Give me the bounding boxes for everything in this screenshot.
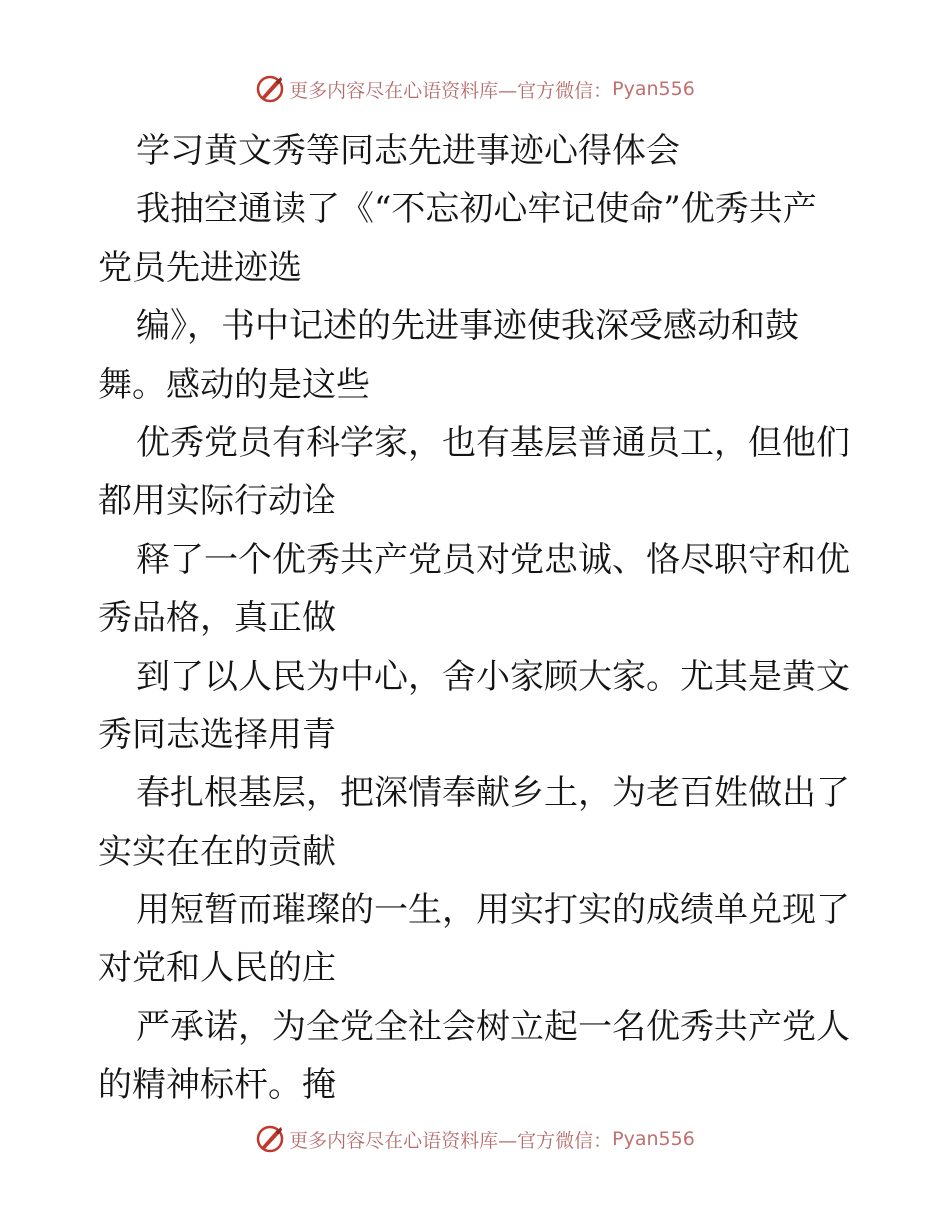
quill-logo-icon xyxy=(255,1124,285,1154)
watermark-wechat-id: Pyan556 xyxy=(612,1128,695,1150)
header-watermark xyxy=(0,74,950,104)
watermark-text: 更多内容尽在心语资料库—官方微信： xyxy=(289,1129,613,1152)
text-line: 到了以人民为中心，舍小家顾大家。尤其是黄文 xyxy=(136,656,850,697)
document-paragraph xyxy=(98,180,858,1114)
quill-logo-icon xyxy=(255,74,285,104)
text-line: 对党和人民的庄 xyxy=(98,948,336,989)
watermark-text: 更多内容尽在心语资料库—官方微信： xyxy=(289,79,613,102)
document-body xyxy=(98,122,858,1115)
text-line: 严承诺，为全党全社会树立起一名优秀共产党人 xyxy=(136,1006,850,1047)
text-line: 都用实际行动诠 xyxy=(98,481,336,522)
text-line: 秀同志选择用青 xyxy=(98,714,336,755)
text-line: 党员先进迹选 xyxy=(98,247,302,288)
text-line: 的精神标杆。掩 xyxy=(98,1065,336,1106)
text-line: 实实在在的贡献 xyxy=(98,831,336,872)
text-line: 舞。感动的是这些 xyxy=(98,364,370,405)
footer-watermark xyxy=(0,1124,950,1154)
text-line: 用短暂而璀璨的一生，用实打实的成绩单兑现了 xyxy=(136,890,850,931)
watermark-wechat-id: Pyan556 xyxy=(612,78,695,100)
document-title: 学习黄文秀等同志先进事迹心得体会 xyxy=(136,131,680,171)
text-line: 我抽空通读了《“不忘初心牢记使命”优秀共产 xyxy=(136,189,817,230)
text-line: 优秀党员有科学家，也有基层普通员工，但他们 xyxy=(136,422,850,463)
text-line: 秀品格，真正做 xyxy=(98,598,336,639)
text-line: 编》，书中记述的先进事迹使我深受感动和鼓 xyxy=(136,306,799,347)
text-line: 春扎根基层，把深情奉献乡土，为老百姓做出了 xyxy=(136,773,850,814)
text-line: 释了一个优秀共产党员对党忠诚、恪尽职守和优 xyxy=(136,539,850,580)
